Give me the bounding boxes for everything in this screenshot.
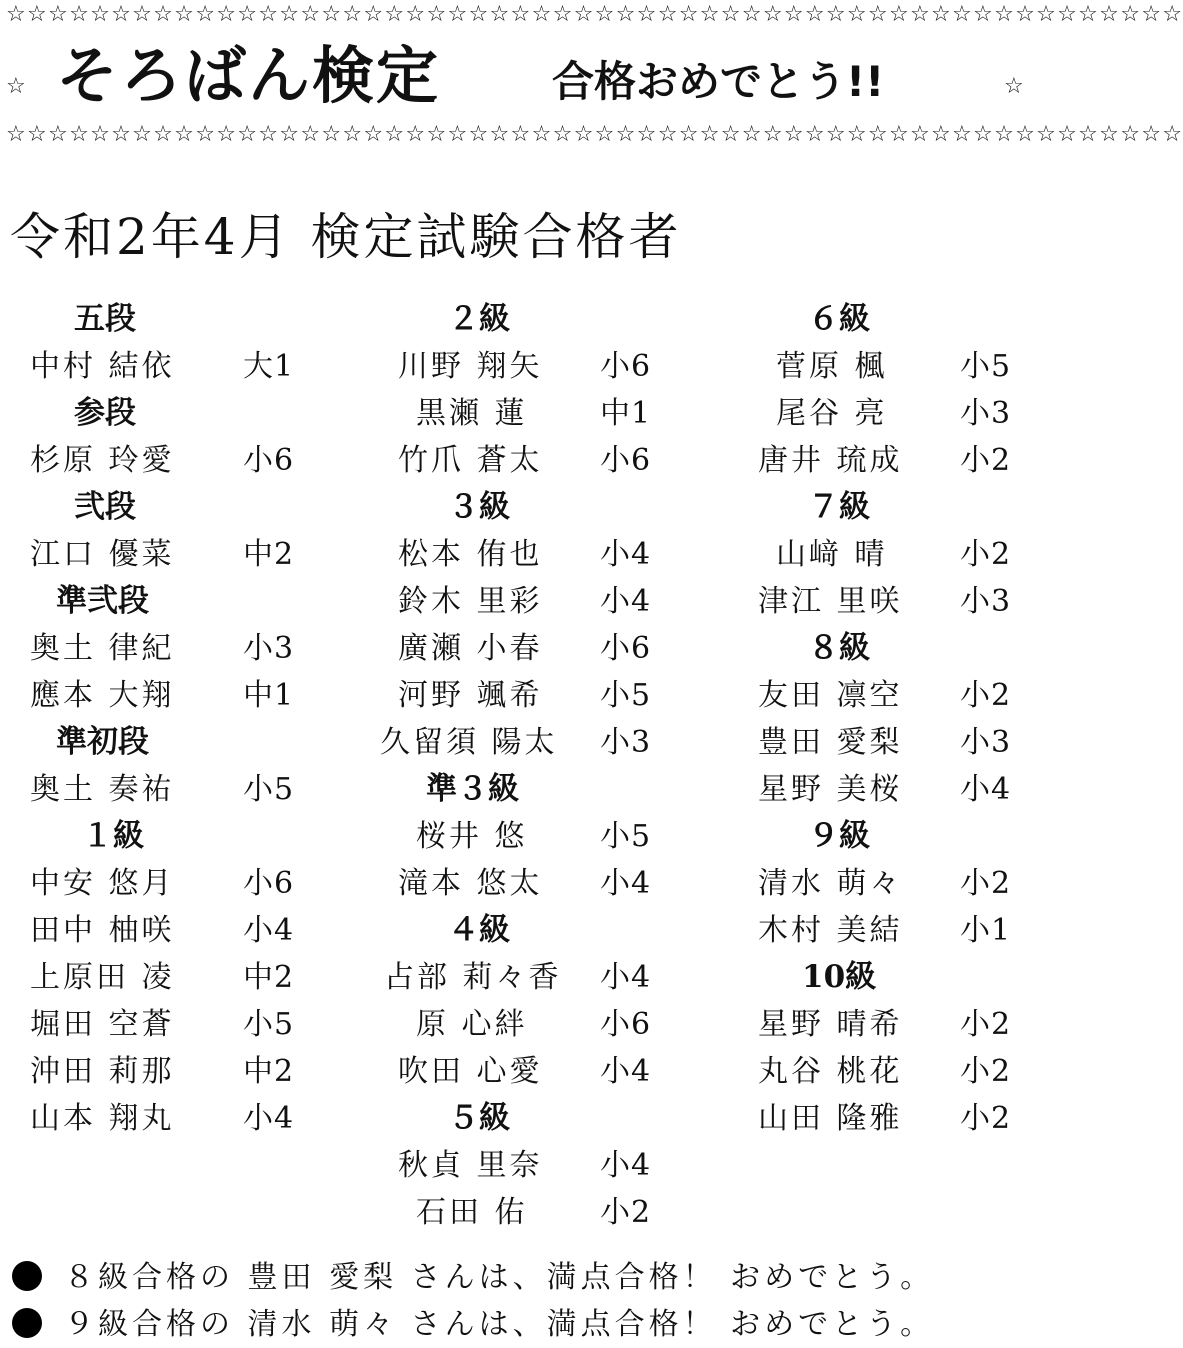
student-name: 杉原 玲愛 — [30, 443, 175, 478]
list-item — [360, 719, 690, 766]
note-line — [12, 1254, 1032, 1301]
student-name: 占部 莉々香 — [384, 960, 562, 995]
list-item — [0, 766, 330, 813]
student-name: 星野 晴希 — [758, 1007, 903, 1042]
list-item — [720, 907, 1030, 954]
student-name: 唐井 琉成 — [758, 443, 903, 478]
school-grade: 小2 — [960, 537, 1012, 572]
student-name: 山﨑 晴 — [776, 537, 888, 572]
list-item — [360, 1189, 690, 1236]
list-item — [0, 672, 330, 719]
student-name: 奥土 律紀 — [30, 631, 175, 666]
list-item — [720, 437, 1030, 484]
school-grade: 中1 — [243, 678, 295, 713]
list-item — [360, 390, 690, 437]
rank-heading: 五段 — [74, 301, 136, 337]
list-item — [720, 1048, 1030, 1095]
school-grade: 小6 — [600, 631, 652, 666]
results-column-2 — [360, 296, 690, 1236]
rank-heading: 参段 — [74, 395, 136, 431]
student-name: 久留須 陽太 — [380, 725, 558, 760]
school-grade: 小4 — [600, 1148, 652, 1183]
school-grade: 小3 — [960, 725, 1012, 760]
school-grade: 小2 — [960, 1007, 1012, 1042]
note-text: ８級合格の 豊田 愛梨 さんは、満点合格！ おめでとう。 — [64, 1260, 935, 1295]
page-heading: 令和2年4月 検定試験合格者 — [10, 208, 682, 266]
results-column-3 — [720, 296, 1030, 1142]
student-name: 滝本 悠太 — [398, 866, 543, 901]
bullet-icon — [12, 1308, 42, 1338]
student-name: 原 心絆 — [416, 1007, 528, 1042]
student-name: 山田 隆雅 — [758, 1101, 903, 1136]
list-item — [720, 578, 1030, 625]
student-name: 星野 美桜 — [758, 772, 903, 807]
list-item — [360, 813, 690, 860]
student-name: 木村 美結 — [758, 913, 903, 948]
school-grade: 小6 — [243, 443, 295, 478]
list-item — [0, 437, 330, 484]
list-item — [720, 390, 1030, 437]
school-grade: 大1 — [243, 349, 295, 384]
list-item — [0, 860, 330, 907]
school-grade: 小5 — [600, 678, 652, 713]
results-column-1 — [0, 296, 330, 1142]
title-main: そろばん検定 — [56, 39, 441, 112]
rank-heading: ７級 — [808, 489, 870, 525]
list-item — [360, 1001, 690, 1048]
list-item — [360, 1048, 690, 1095]
rank-heading: ２級 — [448, 301, 510, 337]
list-item — [360, 1142, 690, 1189]
school-grade: 小6 — [243, 866, 295, 901]
school-grade: 中1 — [600, 396, 652, 431]
school-grade: 小2 — [600, 1195, 652, 1230]
school-grade: 小4 — [600, 584, 652, 619]
school-grade: 小6 — [600, 443, 652, 478]
student-name: 田中 柚咲 — [30, 913, 175, 948]
student-name: 吹田 心愛 — [398, 1054, 543, 1089]
student-name: 清水 萌々 — [758, 866, 903, 901]
list-item — [360, 860, 690, 907]
school-grade: 小4 — [600, 866, 652, 901]
list-item — [360, 954, 690, 1001]
student-name: 應本 大翔 — [30, 678, 175, 713]
student-name: 菅原 楓 — [776, 349, 888, 384]
school-grade: 小2 — [960, 1054, 1012, 1089]
rank-heading: 弐段 — [74, 489, 136, 525]
student-name: 尾谷 亮 — [776, 396, 888, 431]
rank-heading: ６級 — [808, 301, 870, 337]
top-star-border: ☆☆☆☆☆☆☆☆☆☆☆☆☆☆☆☆☆☆☆☆☆☆☆☆☆☆☆☆☆☆☆☆☆☆☆☆☆☆☆☆☆☆☆☆☆☆☆☆☆☆☆☆☆☆☆☆ — [6, 2, 1183, 27]
list-item — [360, 437, 690, 484]
school-grade: 小2 — [960, 443, 1012, 478]
right-star-icon: ☆ — [1004, 74, 1024, 99]
school-grade: 小4 — [960, 772, 1012, 807]
list-item — [0, 343, 330, 390]
list-item — [0, 907, 330, 954]
student-name: 山本 翔丸 — [30, 1101, 175, 1136]
list-item — [720, 672, 1030, 719]
school-grade: 小5 — [960, 349, 1012, 384]
list-item — [360, 531, 690, 578]
rank-heading: ５級 — [448, 1100, 510, 1136]
bottom-star-border: ☆☆☆☆☆☆☆☆☆☆☆☆☆☆☆☆☆☆☆☆☆☆☆☆☆☆☆☆☆☆☆☆☆☆☆☆☆☆☆☆☆☆☆☆☆☆☆☆☆☆☆☆☆☆☆☆ — [6, 122, 1183, 147]
bullet-icon — [12, 1261, 42, 1291]
perfect-score-notes — [12, 1254, 1032, 1348]
list-item — [0, 531, 330, 578]
school-grade: 小4 — [243, 913, 295, 948]
list-item — [360, 625, 690, 672]
school-grade: 小4 — [600, 537, 652, 572]
list-item — [0, 625, 330, 672]
student-name: 中村 結依 — [30, 349, 175, 384]
student-name: 奥土 奏祐 — [30, 772, 175, 807]
list-item — [720, 343, 1030, 390]
school-grade: 中2 — [243, 1054, 295, 1089]
student-name: 川野 翔矢 — [398, 349, 543, 384]
school-grade: 小2 — [960, 866, 1012, 901]
school-grade: 小5 — [243, 772, 295, 807]
note-line — [12, 1301, 1032, 1348]
list-item — [360, 578, 690, 625]
list-item — [720, 531, 1030, 578]
student-name: 堀田 空蒼 — [30, 1007, 175, 1042]
school-grade: 小3 — [600, 725, 652, 760]
rank-heading: ４級 — [448, 912, 510, 948]
school-grade: 小6 — [600, 1007, 652, 1042]
list-item — [720, 860, 1030, 907]
rank-heading: １級 — [82, 818, 144, 854]
rank-heading: 10級 — [802, 959, 877, 995]
rank-heading: ８級 — [808, 630, 870, 666]
list-item — [0, 954, 330, 1001]
school-grade: 小1 — [960, 913, 1012, 948]
school-grade: 小3 — [243, 631, 295, 666]
student-name: 津江 里咲 — [758, 584, 903, 619]
student-name: 河野 颯希 — [398, 678, 543, 713]
student-name: 江口 優菜 — [30, 537, 175, 572]
school-grade: 小4 — [600, 1054, 652, 1089]
title-congratulations: 合格おめでとう!! — [552, 57, 885, 106]
note-text: ９級合格の 清水 萌々 さんは、満点合格！ おめでとう。 — [64, 1307, 935, 1342]
school-grade: 小3 — [960, 584, 1012, 619]
student-name: 鈴木 里彩 — [398, 584, 543, 619]
student-name: 石田 佑 — [416, 1195, 528, 1230]
rank-heading: ３級 — [448, 489, 510, 525]
rank-heading: 準初段 — [56, 724, 149, 760]
rank-heading: 準３級 — [426, 771, 519, 807]
school-grade: 小5 — [243, 1007, 295, 1042]
student-name: 秋貞 里奈 — [398, 1148, 543, 1183]
student-name: 沖田 莉那 — [30, 1054, 175, 1089]
list-item — [720, 1001, 1030, 1048]
student-name: 豊田 愛梨 — [758, 725, 903, 760]
school-grade: 小3 — [960, 396, 1012, 431]
school-grade: 小5 — [600, 819, 652, 854]
student-name: 黒瀬 蓮 — [416, 396, 528, 431]
student-name: 中安 悠月 — [30, 866, 175, 901]
list-item — [720, 1095, 1030, 1142]
list-item — [360, 672, 690, 719]
rank-heading: 準弐段 — [56, 583, 149, 619]
list-item — [720, 719, 1030, 766]
list-item — [360, 343, 690, 390]
school-grade: 中2 — [243, 537, 295, 572]
school-grade: 中2 — [243, 960, 295, 995]
list-item — [720, 766, 1030, 813]
student-name: 友田 凛空 — [758, 678, 903, 713]
student-name: 上原田 凌 — [30, 960, 175, 995]
school-grade: 小2 — [960, 678, 1012, 713]
student-name: 丸谷 桃花 — [758, 1054, 903, 1089]
list-item — [0, 1001, 330, 1048]
student-name: 松本 侑也 — [398, 537, 543, 572]
rank-heading: ９級 — [808, 818, 870, 854]
list-item — [0, 1095, 330, 1142]
left-star-icon: ☆ — [6, 74, 26, 99]
list-item — [0, 1048, 330, 1095]
student-name: 廣瀬 小春 — [398, 631, 543, 666]
student-name: 桜井 悠 — [416, 819, 528, 854]
school-grade: 小2 — [960, 1101, 1012, 1136]
school-grade: 小6 — [600, 349, 652, 384]
school-grade: 小4 — [600, 960, 652, 995]
school-grade: 小4 — [243, 1101, 295, 1136]
student-name: 竹爪 蒼太 — [398, 443, 543, 478]
